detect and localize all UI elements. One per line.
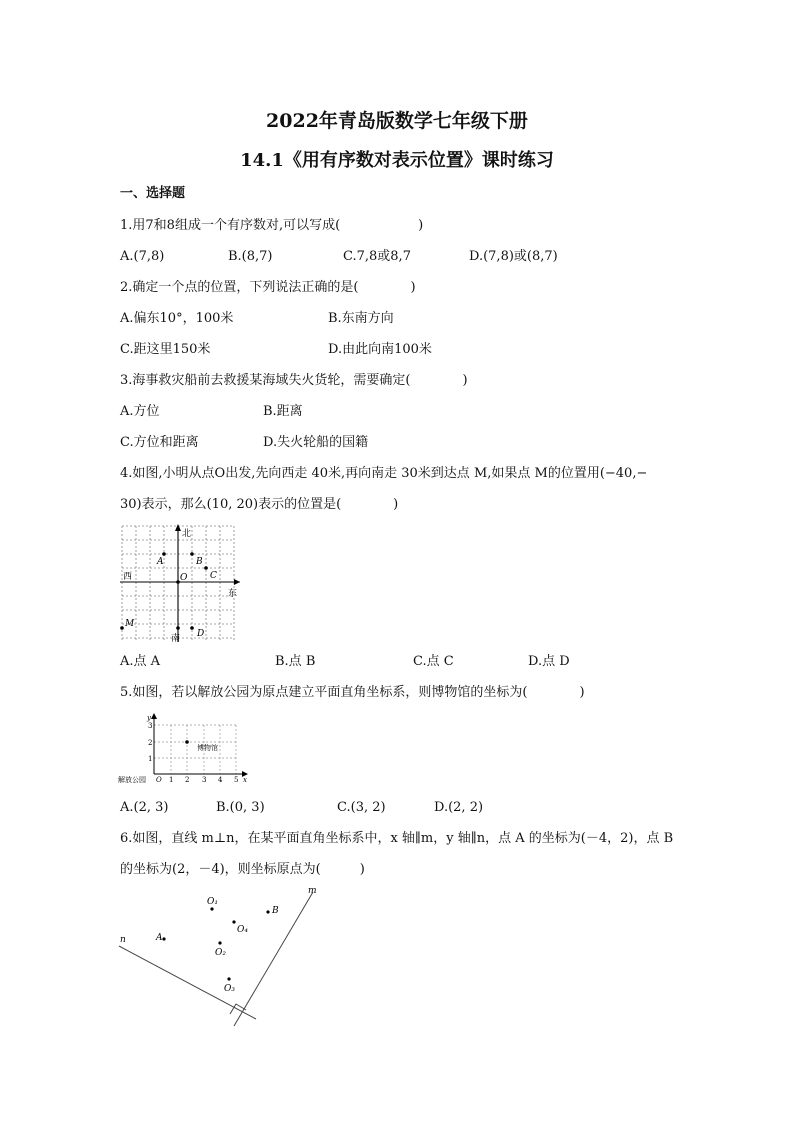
- q4-label-o: O: [180, 573, 188, 583]
- q3-stem: 3.海事救灾船前去救援某海域失火货轮，需要确定( ): [120, 373, 468, 388]
- q1-option-b: B.(8,7): [228, 249, 273, 264]
- q4-label-west: 西: [123, 572, 133, 582]
- q2-option-a: A.偏东10°，100米: [120, 311, 234, 326]
- q4-option-c: C.点 C: [413, 654, 454, 669]
- q2-stem: 2.确定一个点的位置，下列说法正确的是( ): [120, 280, 416, 295]
- q4-label-d: D: [197, 629, 205, 639]
- q1-option-a: A.(7,8): [120, 249, 165, 264]
- q4-label-a: A: [157, 557, 164, 567]
- q6-label-n: n: [120, 935, 126, 945]
- q4-label-b: B: [196, 557, 203, 567]
- q5-coordinate-figure: [118, 710, 253, 786]
- document-subtitle: 14.1《用有序数对表示位置》课时练习: [240, 150, 554, 171]
- section-heading: 一、选择题: [120, 186, 186, 201]
- q5-x-tick-5: 5: [234, 776, 239, 784]
- q6-label-o4: O₄: [237, 925, 248, 935]
- q4-grid-figure: [116, 524, 246, 646]
- q6-stem-line2: 的坐标为(2，－4)，则坐标原点为( ): [120, 862, 365, 877]
- q1-option-c: C.7,8或8,7: [343, 249, 411, 264]
- q6-label-o3: O₃: [224, 984, 235, 994]
- q6-label-a: A: [156, 933, 163, 943]
- q4-option-d: D.点 D: [528, 654, 570, 669]
- q5-x-tick-2: 2: [185, 776, 190, 784]
- q5-y-tick-1: 1: [148, 755, 153, 763]
- q5-label-y: y: [147, 714, 151, 722]
- q4-label-north: 北: [182, 529, 192, 539]
- q5-stem: 5.如图，若以解放公园为原点建立平面直角坐标系，则博物馆的坐标为( ): [120, 685, 585, 700]
- q4-label-c: C: [210, 571, 217, 581]
- q5-option-a: A.(2, 3): [120, 800, 169, 815]
- q6-label-o2: O₂: [215, 948, 226, 958]
- q5-option-c: C.(3, 2): [337, 800, 386, 815]
- q6-label-b: B: [272, 906, 279, 916]
- q6-lines-figure: [116, 884, 326, 1029]
- q2-option-d: D.由此向南100米: [328, 342, 432, 357]
- q5-label-origin: 解放公园: [118, 776, 146, 784]
- q5-label-museum: 博物馆: [197, 744, 218, 752]
- q6-label-o1: O₁: [207, 897, 218, 907]
- q4-option-b: B.点 B: [275, 654, 316, 669]
- q5-x-tick-4: 4: [218, 776, 223, 784]
- q5-x-tick-3: 3: [202, 776, 207, 784]
- document-title: 2022年青岛版数学七年级下册: [266, 110, 528, 132]
- q6-stem-line1: 6.如图，直线 m⊥n，在某平面直角坐标系中，x 轴∥m，y 轴∥n，点 A 的坐标为(－4，2)，点 B: [120, 831, 674, 846]
- q5-label-o: O: [156, 776, 162, 784]
- q4-stem-line1: 4.如图,小明从点O出发,先向西走 40米,再向南走 30米到达点 M,如果点 M的位置用(−40,−: [120, 466, 648, 481]
- q4-label-south: 南: [171, 634, 181, 644]
- q6-label-m: m: [308, 886, 317, 896]
- q4-stem-line2: 30)表示，那么(10, 20)表示的位置是( ): [120, 497, 399, 512]
- q4-label-east: 东: [228, 589, 238, 599]
- q3-option-b: B.距离: [263, 404, 303, 419]
- q5-option-b: B.(0, 3): [216, 800, 265, 815]
- q1-option-d: D.(7,8)或(8,7): [469, 249, 558, 264]
- q4-option-a: A.点 A: [120, 654, 161, 669]
- q5-option-d: D.(2, 2): [434, 800, 484, 815]
- q3-option-d: D.失火轮船的国籍: [263, 435, 369, 450]
- q5-y-tick-2: 2: [148, 739, 153, 747]
- q5-label-x: x: [243, 776, 247, 784]
- q3-option-a: A.方位: [120, 404, 160, 419]
- q4-label-m: M: [125, 619, 135, 629]
- q1-stem: 1.用7和8组成一个有序数对,可以写成( ): [120, 218, 424, 233]
- q5-x-tick-1: 1: [169, 776, 174, 784]
- q5-y-tick-3: 3: [148, 722, 153, 730]
- q2-option-b: B.东南方向: [328, 311, 394, 326]
- q3-option-c: C.方位和距离: [120, 435, 199, 450]
- q2-option-c: C.距这里150米: [120, 342, 211, 357]
